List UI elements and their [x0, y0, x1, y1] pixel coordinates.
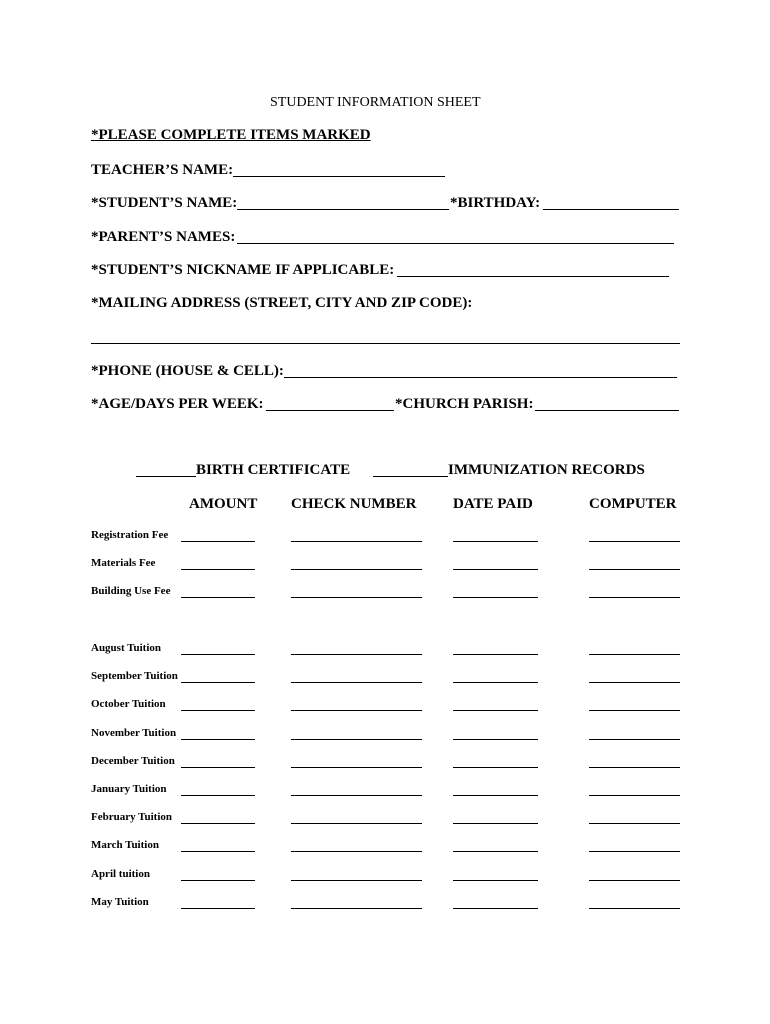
computer-field[interactable] [589, 541, 680, 542]
page-title: STUDENT INFORMATION SHEET [270, 95, 481, 110]
check-number-field[interactable] [291, 541, 422, 542]
check-number-field[interactable] [291, 739, 422, 740]
row-label: May Tuition [91, 895, 149, 908]
amount-field[interactable] [181, 710, 255, 711]
check-number-field[interactable] [291, 654, 422, 655]
check-number-field[interactable] [291, 851, 422, 852]
amount-field[interactable] [181, 880, 255, 881]
check-number-field[interactable] [291, 908, 422, 909]
row-label: August Tuition [91, 642, 162, 654]
row-label: September Tuition [91, 670, 178, 683]
age-days-field[interactable] [266, 410, 394, 411]
check-number-field[interactable] [291, 710, 422, 711]
row-label: February Tuition [91, 811, 172, 824]
nickname-field[interactable] [397, 276, 669, 277]
date-paid-field[interactable] [453, 569, 538, 570]
amount-field[interactable] [181, 597, 255, 598]
date-paid-field[interactable] [453, 710, 538, 711]
computer-field[interactable] [589, 795, 680, 796]
check-number-field[interactable] [291, 597, 422, 598]
computer-field[interactable] [589, 908, 680, 909]
student-name-field[interactable] [237, 209, 449, 210]
date-paid-field[interactable] [453, 880, 538, 881]
row-label: December Tuition [91, 754, 175, 767]
header-date-paid: DATE PAID [453, 496, 533, 512]
date-paid-field[interactable] [453, 597, 538, 598]
check-number-field[interactable] [291, 823, 422, 824]
birth-certificate-label: BIRTH CERTIFICATE [196, 462, 351, 478]
check-number-field[interactable] [291, 880, 422, 881]
teacher-name-label: TEACHER’S NAME: [91, 162, 234, 178]
amount-field[interactable] [181, 767, 255, 768]
row-label: March Tuition [91, 839, 159, 852]
check-number-field[interactable] [291, 569, 422, 570]
amount-field[interactable] [181, 823, 255, 824]
check-number-field[interactable] [291, 682, 422, 683]
instruction-text: *PLEASE COMPLETE ITEMS MARKED [91, 127, 371, 143]
phone-label: *PHONE (HOUSE & CELL): [91, 363, 284, 379]
header-computer: COMPUTER [589, 496, 677, 512]
age-days-label: *AGE/DAYS PER WEEK: [91, 396, 264, 412]
computer-field[interactable] [589, 597, 680, 598]
date-paid-field[interactable] [453, 851, 538, 852]
parent-names-label: *PARENT’S NAMES: [91, 229, 236, 245]
row-label: Building Use Fee [91, 585, 171, 597]
row-label: January Tuition [91, 783, 167, 795]
date-paid-field[interactable] [453, 682, 538, 683]
check-number-field[interactable] [291, 767, 422, 768]
date-paid-field[interactable] [453, 908, 538, 909]
amount-field[interactable] [181, 541, 255, 542]
date-paid-field[interactable] [453, 654, 538, 655]
row-label: April tuition [91, 867, 150, 880]
header-amount: AMOUNT [189, 496, 258, 512]
row-label: November Tuition [91, 726, 177, 739]
check-number-field[interactable] [291, 795, 422, 796]
computer-field[interactable] [589, 851, 680, 852]
row-label: Materials Fee [91, 557, 156, 569]
date-paid-field[interactable] [453, 739, 538, 740]
computer-field[interactable] [589, 710, 680, 711]
header-check-number: CHECK NUMBER [291, 496, 417, 512]
computer-field[interactable] [589, 823, 680, 824]
birthday-field[interactable] [543, 209, 679, 210]
immunization-records-check[interactable] [373, 476, 448, 477]
student-name-label: *STUDENT’S NAME: [91, 195, 238, 211]
immunization-records-label: IMMUNIZATION RECORDS [448, 462, 645, 478]
mailing-address-field[interactable] [91, 343, 680, 344]
amount-field[interactable] [181, 739, 255, 740]
church-parish-field[interactable] [535, 410, 679, 411]
amount-field[interactable] [181, 851, 255, 852]
birthday-label: *BIRTHDAY: [450, 195, 541, 211]
computer-field[interactable] [589, 569, 680, 570]
parent-names-field[interactable] [237, 243, 674, 244]
row-label: October Tuition [91, 698, 166, 711]
amount-field[interactable] [181, 654, 255, 655]
date-paid-field[interactable] [453, 823, 538, 824]
date-paid-field[interactable] [453, 767, 538, 768]
row-label: Registration Fee [91, 529, 169, 541]
birth-certificate-check[interactable] [136, 476, 196, 477]
date-paid-field[interactable] [453, 795, 538, 796]
computer-field[interactable] [589, 767, 680, 768]
amount-field[interactable] [181, 569, 255, 570]
teacher-name-field[interactable] [233, 176, 445, 177]
amount-field[interactable] [181, 908, 255, 909]
amount-field[interactable] [181, 795, 255, 796]
computer-field[interactable] [589, 739, 680, 740]
computer-field[interactable] [589, 682, 680, 683]
date-paid-field[interactable] [453, 541, 538, 542]
phone-field[interactable] [284, 377, 677, 378]
nickname-label: *STUDENT’S NICKNAME IF APPLICABLE: [91, 262, 395, 278]
computer-field[interactable] [589, 654, 680, 655]
mailing-address-label: *MAILING ADDRESS (STREET, CITY AND ZIP CODE): [91, 295, 473, 311]
computer-field[interactable] [589, 880, 680, 881]
church-parish-label: *CHURCH PARISH: [395, 396, 534, 412]
amount-field[interactable] [181, 682, 255, 683]
